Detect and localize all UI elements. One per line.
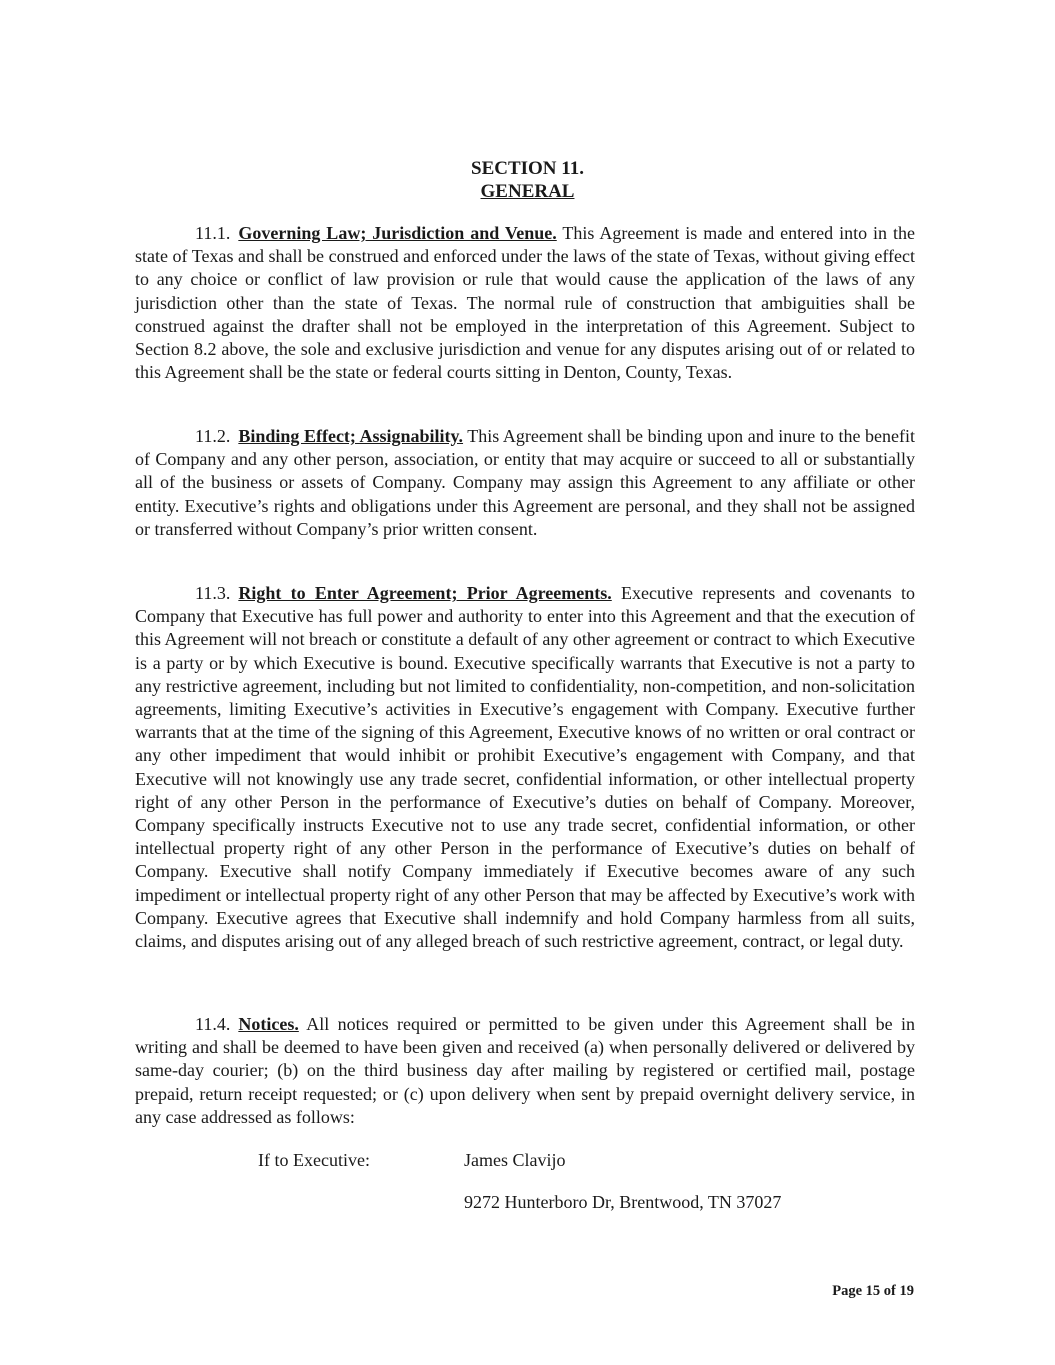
- paragraph-11-4: [135, 1013, 915, 1129]
- paragraph-11-1: [135, 222, 915, 384]
- paragraph-caption: Right to Enter Agreement; Prior Agreements.: [238, 583, 612, 603]
- paragraph-text: Executive represents and covenants to Company that Executive has full power and authority to enter into this Agreement and that the execution of this Agreement will not breach or constitute a default of any other agreement or contract to which Executive is a party or by which Executive is bound. Executive specifically warrants that Executive is not a party to any restrictive agreement, including but not limited to confidentiality, non-competition, and non-solicitation agreements, limiting Executive’s activities in Executive’s engagement with Company. Executive further warrants that at the time of the signing of this Agreement, Executive knows of no written or oral contract or any other impediment that would inhibit or prohibit Executive’s engagement with Company, and that Executive will not knowingly use any trade secret, confidential information, or other intellectual property right of any other Person in the performance of Executive’s duties on behalf of Company. Moreover, Company specifically instructs Executive not to use any trade secret, confidential information, or other intellectual property right of any other Person in the performance of Executive’s duties on behalf of Company. Executive shall notify Company immediately if Executive becomes aware of any such impediment or intellectual property right of any other Person that may be affected by Executive’s work with Company. Executive agrees that Executive shall indemnify and hold Company harmless from all suits, claims, and disputes arising out of any alleged breach of such restrictive agreement, contract, or legal duty.: [135, 583, 915, 952]
- section-number: SECTION 11.: [471, 158, 584, 179]
- notice-recipient-label: If to Executive:: [258, 1150, 370, 1170]
- paragraph-number: 11.4.: [195, 1014, 231, 1034]
- section-title: GENERAL: [480, 181, 575, 202]
- notice-recipient-address: 9272 Hunterboro Dr, Brentwood, TN 37027: [464, 1192, 782, 1212]
- page-number: Page 15 of 19: [832, 1283, 914, 1299]
- paragraph-number: 11.1.: [195, 223, 231, 243]
- paragraph-caption: Notices.: [238, 1014, 299, 1034]
- paragraph-text: All notices required or permitted to be given under this Agreement shall be in writing and shall be deemed to have been given and received (a) when personally delivered or delivered by same-day courier; (b) on the third business day after mailing by registered or certified mail, postage prepaid, return receipt requested; or (c) upon delivery when sent by prepaid overnight delivery service, in any case addressed as follows:: [135, 1014, 915, 1127]
- section-heading: [0, 157, 1055, 203]
- notice-recipient-name: James Clavijo: [464, 1150, 566, 1170]
- paragraph-text: This Agreement shall be binding upon and inure to the benefit of Company and any other person, association, or entity that may acquire or succeed to all or substantially all of the business or assets of Company. Company may assign this Agreement to any affiliate or other entity. Executive’s rights and obligations under this Agreement are personal, and they shall not be assigned or transferred without Company’s prior written consent.: [135, 426, 915, 539]
- paragraph-number: 11.2.: [195, 426, 231, 446]
- paragraph-11-2: [135, 425, 915, 541]
- paragraph-11-3: [135, 582, 915, 953]
- paragraph-caption: Binding Effect; Assignability.: [238, 426, 464, 446]
- paragraph-number: 11.3.: [195, 583, 231, 603]
- paragraph-text: This Agreement is made and entered into in the state of Texas and shall be construed and enforced under the laws of the state of Texas, without giving effect to any choice or conflict of law provision or rule that would cause the application of the laws of any jurisdiction other than the state of Texas. The normal rule of construction that ambiguities shall be construed against the drafter shall not be employed in the interpretation of this Agreement. Subject to Section 8.2 above, the sole and exclusive jurisdiction and venue for any disputes arising out of or related to this Agreement shall be the state or federal courts sitting in Denton, County, Texas.: [135, 223, 916, 383]
- paragraph-caption: Governing Law; Jurisdiction and Venue.: [238, 223, 557, 243]
